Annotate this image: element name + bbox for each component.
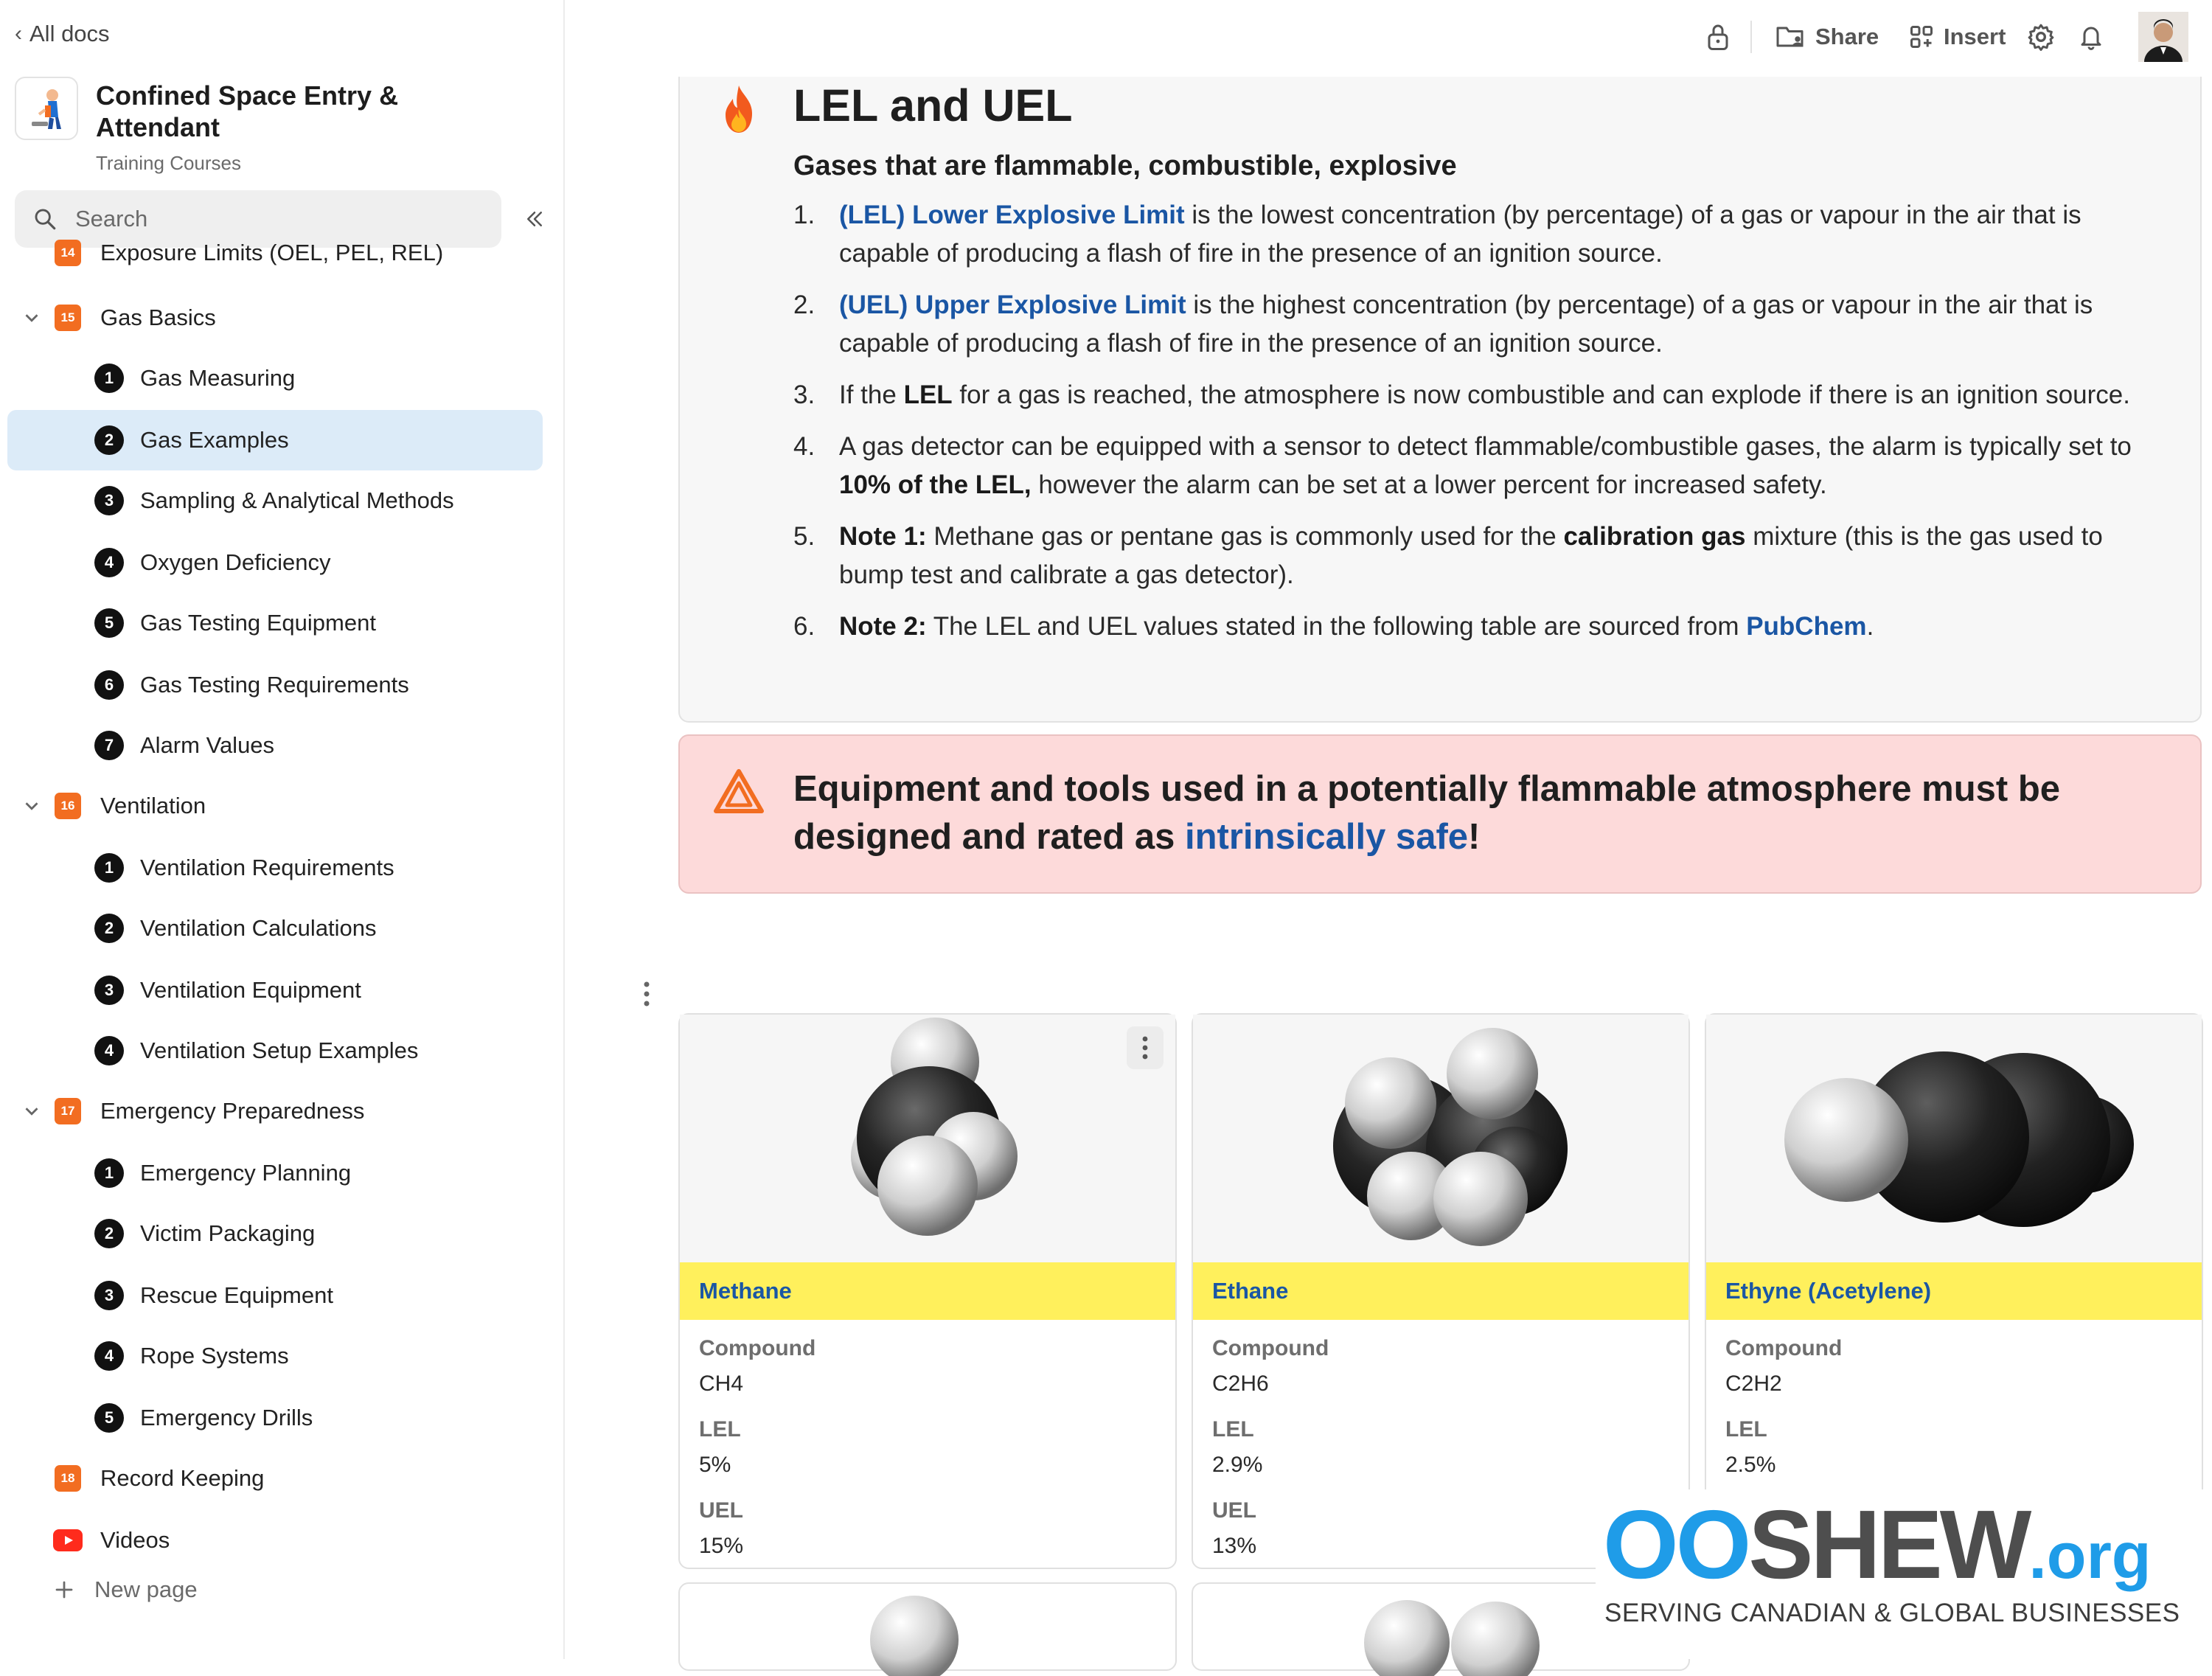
- step-number-badge: 4: [94, 548, 124, 577]
- uel-label: UEL: [699, 1498, 743, 1523]
- sidebar-item-oxygen-deficiency[interactable]: [7, 532, 543, 593]
- warning-triangle-icon: [714, 768, 764, 814]
- methane-molecule-image: [680, 1015, 1175, 1262]
- sidebar-item-ventilation-calculations[interactable]: [7, 898, 543, 959]
- list-item: 3. If the LEL for a gas is reached, the atmosphere is now combustible and can explode if there is an ignition source.: [793, 380, 2130, 409]
- sidebar-item-sampling-methods[interactable]: [7, 470, 543, 531]
- lel-list: [793, 196, 2150, 659]
- sidebar-item-ventilation-equipment[interactable]: [7, 960, 543, 1020]
- lel-uel-callout: [678, 77, 2202, 723]
- watermark-brand-rest: SHEW: [1748, 1490, 2029, 1599]
- step-number-badge: 4: [94, 1036, 124, 1065]
- sidebar-item-label: Gas Examples: [140, 427, 289, 453]
- step-number-badge: 2: [94, 425, 124, 455]
- step-number-badge: 3: [94, 976, 124, 1005]
- new-page-button[interactable]: [53, 1576, 198, 1603]
- section-number-badge: 16: [55, 793, 81, 819]
- section-subtitle: Gases that are flammable, combustible, explosive: [793, 150, 1457, 181]
- chevron-left-icon: ‹: [15, 21, 22, 46]
- gas-name[interactable]: Methane: [680, 1262, 1175, 1320]
- list-item: 6. Note 2: The LEL and UEL values stated in the following table are sourced from PubChem.: [793, 612, 1874, 641]
- gas-card-next-1[interactable]: [678, 1582, 1177, 1671]
- share-button[interactable]: [1775, 19, 1879, 55]
- sidebar-item-videos[interactable]: [7, 1510, 543, 1571]
- step-number-badge: 7: [94, 731, 124, 760]
- uel-label: UEL: [1212, 1498, 1256, 1523]
- gas-card-ethane[interactable]: [1192, 1013, 1690, 1569]
- doc-header: [15, 77, 420, 175]
- card-menu-icon[interactable]: [1127, 1026, 1164, 1069]
- list-item: 1. (LEL) Lower Explosive Limit is the lowest concentration (by percentage) of a gas or vapour in the air that is capable of producing a flash of fire in the presence of an ignition source.: [793, 201, 2081, 268]
- intrinsically-safe-link[interactable]: intrinsically safe: [1185, 817, 1469, 857]
- plus-icon: [53, 1579, 75, 1601]
- step-number-badge: 5: [94, 608, 124, 638]
- sidebar-item-rope-systems[interactable]: [7, 1326, 543, 1386]
- gear-icon: [2026, 22, 2056, 52]
- sidebar-item-gas-measuring[interactable]: [7, 348, 543, 408]
- lel-value: 5%: [699, 1453, 731, 1477]
- lock-button[interactable]: [1705, 19, 1731, 55]
- step-number-badge: 4: [94, 1341, 124, 1371]
- sidebar-item-label: Ventilation Setup Examples: [140, 1037, 419, 1063]
- pubchem-link[interactable]: PubChem: [1746, 612, 1867, 641]
- sidebar-item-label: Rescue Equipment: [140, 1282, 333, 1308]
- step-number-badge: 6: [94, 670, 124, 700]
- ooshew-watermark-logo: [1596, 1489, 2212, 1659]
- sidebar-nav: [0, 240, 565, 1579]
- chevron-down-icon[interactable]: [21, 307, 43, 329]
- insert-label: Insert: [1944, 24, 2006, 49]
- watermark-tagline: SERVING CANADIAN & GLOBAL BUSINESSES: [1604, 1599, 2180, 1627]
- lel-value: 2.5%: [1725, 1453, 1776, 1477]
- gas-name[interactable]: Ethyne (Acetylene): [1706, 1262, 2202, 1320]
- step-number-badge: 3: [94, 1281, 124, 1310]
- list-item: 4. A gas detector can be equipped with a sensor to detect flammable/combustible gases, the alarm is typically set to 10% of the LEL, however the alarm can be set at a lower percent for increased safety.: [793, 432, 2132, 499]
- sidebar-item-label: Emergency Planning: [140, 1160, 352, 1186]
- sidebar-item-ventilation-requirements[interactable]: [7, 838, 543, 898]
- sidebar-item-emergency-drills[interactable]: [7, 1388, 543, 1448]
- step-number-badge: 2: [94, 914, 124, 943]
- section-title: LEL and UEL: [793, 80, 1073, 131]
- compound-label: Compound: [1212, 1336, 1329, 1360]
- grid-icon: [1908, 24, 1935, 50]
- sidebar-item-gas-testing-equipment[interactable]: [7, 593, 543, 653]
- list-item: 5. Note 1: Methane gas or pentane gas is commonly used for the calibration gas mixture (this is the gas used to bump test and calibrate a gas detector).: [793, 522, 2103, 589]
- list-item: 2. (UEL) Upper Explosive Limit is the highest concentration (by percentage) of a gas or vapour in the air that is capable of producing a flash of fire in the presence of an ignition source.: [793, 291, 2093, 358]
- gas-card-ethyne[interactable]: [1705, 1013, 2203, 1569]
- compound-label: Compound: [1725, 1336, 1843, 1360]
- sidebar-item-ventilation[interactable]: [7, 776, 543, 836]
- new-page-label: New page: [94, 1576, 198, 1602]
- sidebar-item-record-keeping[interactable]: [7, 1448, 543, 1509]
- sidebar-item-label: Oxygen Deficiency: [140, 549, 331, 575]
- uel-value: 15%: [699, 1534, 744, 1558]
- sidebar-item-label: Victim Packaging: [140, 1220, 316, 1246]
- molecule-image: [680, 1584, 1178, 1672]
- sidebar-item-label: Gas Testing Requirements: [140, 672, 409, 698]
- compound-value: CH4: [699, 1371, 744, 1396]
- sidebar-item-label: Exposure Limits (OEL, PEL, REL): [100, 240, 444, 265]
- topbar-divider: [1750, 21, 1752, 53]
- lel-label: LEL: [699, 1417, 741, 1442]
- sidebar-item-label: Record Keeping: [100, 1465, 265, 1491]
- sidebar-item-gas-testing-requirements[interactable]: [7, 655, 543, 715]
- step-number-badge: 1: [94, 1158, 124, 1188]
- watermark-brand: OOSHEW.org: [1603, 1490, 2152, 1599]
- lel-value: 2.9%: [1212, 1453, 1263, 1477]
- fire-icon: [717, 84, 761, 134]
- uel-value: 13%: [1212, 1534, 1257, 1558]
- sidebar-item-label: Gas Basics: [100, 305, 216, 330]
- ethyne-molecule-image: [1706, 1015, 2202, 1262]
- section-number-badge: 18: [55, 1465, 81, 1492]
- bell-icon: [2078, 22, 2104, 52]
- sidebar-item-emergency-preparedness[interactable]: [7, 1081, 543, 1141]
- sidebar-item-label: Rope Systems: [140, 1343, 289, 1369]
- step-number-badge: 3: [94, 486, 124, 515]
- sidebar-item-label: Gas Testing Equipment: [140, 610, 376, 636]
- topbar: [565, 0, 2212, 74]
- sidebar-item-gas-basics[interactable]: [7, 288, 543, 348]
- sidebar-item-emergency-planning[interactable]: [7, 1143, 543, 1203]
- doc-title: Confined Space Entry & Attendant: [96, 80, 399, 142]
- lel-label: LEL: [1725, 1417, 1767, 1442]
- sidebar-item-label: Videos: [100, 1527, 170, 1553]
- chevron-down-icon[interactable]: [21, 1100, 43, 1122]
- share-folder-icon: [1775, 24, 1806, 50]
- sidebar-item-label: Sampling & Analytical Methods: [140, 487, 454, 513]
- sidebar-item-label: Ventilation: [100, 793, 206, 818]
- step-number-badge: 2: [94, 1219, 124, 1248]
- sidebar-item-label: Gas Measuring: [140, 365, 296, 391]
- notifications-button[interactable]: [2078, 19, 2104, 55]
- sidebar-item-gas-examples[interactable]: [7, 410, 543, 470]
- sidebar-item-label: Emergency Drills: [140, 1405, 313, 1430]
- all-docs-label: All docs: [29, 21, 110, 46]
- section-number-badge: 15: [55, 305, 81, 331]
- settings-button[interactable]: [2026, 19, 2056, 55]
- section-number-badge: 17: [55, 1098, 81, 1124]
- step-number-badge: 5: [94, 1403, 124, 1433]
- compound-label: Compound: [699, 1336, 816, 1360]
- insert-button[interactable]: [1908, 19, 2006, 55]
- warning-text: Equipment and tools used in a potentially flammable atmosphere must be designed and rated as intrinsically safe!: [793, 769, 2061, 857]
- sidebar-item-label: Ventilation Calculations: [140, 915, 377, 941]
- avatar[interactable]: [2138, 12, 2188, 62]
- warning-callout: [678, 734, 2202, 894]
- sidebar-item-victim-packaging[interactable]: [7, 1203, 543, 1264]
- share-label: Share: [1815, 24, 1879, 49]
- all-docs-link[interactable]: [15, 21, 110, 47]
- doc-logo-icon: [15, 77, 78, 140]
- lock-icon: [1705, 22, 1731, 52]
- sidebar-item-rescue-equipment[interactable]: [7, 1265, 543, 1326]
- sidebar: [0, 0, 565, 1659]
- sidebar-item-label: Alarm Values: [140, 732, 275, 758]
- sidebar-item-label: Ventilation Requirements: [140, 855, 394, 880]
- sidebar-item-alarm-values[interactable]: [7, 715, 543, 776]
- video-play-icon: [53, 1529, 83, 1551]
- step-number-badge: 1: [94, 853, 124, 883]
- doc-subtitle: Training Courses: [96, 152, 242, 174]
- ethane-molecule-image: [1193, 1015, 1688, 1262]
- step-number-badge: 1: [94, 364, 124, 393]
- chevron-down-icon[interactable]: [21, 795, 43, 817]
- sidebar-item-label: Ventilation Equipment: [140, 977, 361, 1003]
- uel-link[interactable]: (UEL) Upper Explosive Limit: [839, 291, 1186, 319]
- sidebar-item-label: Emergency Preparedness: [100, 1098, 365, 1124]
- sidebar-item-exposure-limits[interactable]: [7, 223, 543, 283]
- gas-name[interactable]: Ethane: [1193, 1262, 1688, 1320]
- lel-link[interactable]: (LEL) Lower Explosive Limit: [839, 201, 1185, 229]
- lel-label: LEL: [1212, 1417, 1254, 1442]
- compound-value: C2H2: [1725, 1371, 1782, 1396]
- compound-value: C2H6: [1212, 1371, 1269, 1396]
- gas-card-methane[interactable]: [678, 1013, 1177, 1569]
- section-number-badge: 14: [55, 240, 81, 266]
- block-menu-icon[interactable]: [636, 979, 658, 1009]
- sidebar-item-ventilation-setup-examples[interactable]: [7, 1020, 543, 1081]
